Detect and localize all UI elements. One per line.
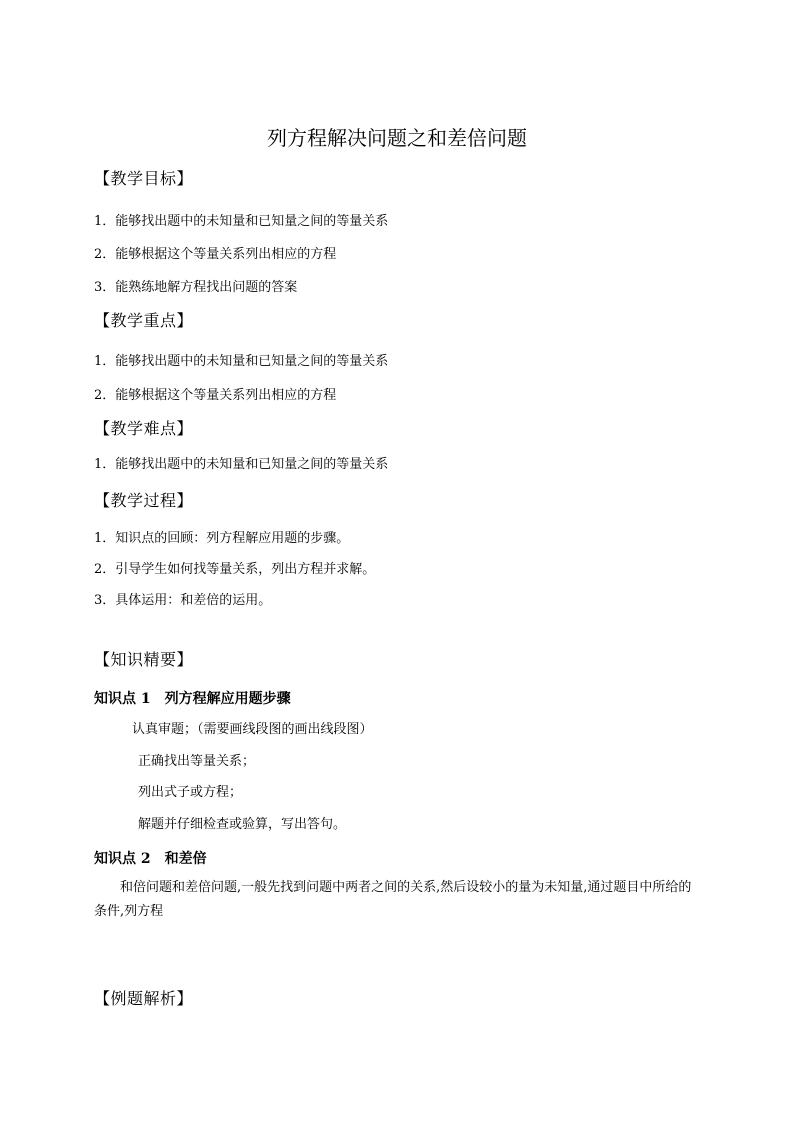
objective-item: 3．能熟练地解方程找出问题的答案	[94, 280, 298, 295]
knowledge-point-2-text: 和倍问题和差倍问题,一般先找到问题中两者之间的关系,然后设较小的量为未知量,通过题目中所给的条件,列方程	[94, 880, 692, 919]
knowledge-heading: 【知识精要】	[94, 650, 194, 669]
process-item: 2．引导学生如何找等量关系，列出方程并求解。	[94, 562, 376, 577]
page-title: 列方程解决问题之和差倍问题	[267, 126, 527, 150]
step-item: 解题并仔细检查或验算，写出答句。	[138, 817, 347, 832]
difficulties-heading: 【教学难点】	[94, 419, 194, 438]
objectives-heading: 【教学目标】	[94, 169, 194, 188]
key-points-heading: 【教学重点】	[94, 311, 194, 330]
step-item: 正确找出等量关系；	[138, 754, 256, 769]
process-item: 3．具体运用：和差倍的运用。	[94, 593, 272, 608]
knowledge-point-1-title: 知识点 1 列方程解应用题步骤	[94, 691, 291, 707]
process-item: 1．知识点的回顾：列方程解应用题的步骤。	[94, 531, 350, 546]
knowledge-point-2-title: 知识点 2 和差倍	[94, 851, 207, 867]
step-item: 认真审题；（需要画线段图的画出线段图）	[132, 722, 373, 737]
step-item: 列出式子或方程；	[138, 785, 243, 800]
examples-heading: 【例题解析】	[94, 989, 194, 1008]
difficulty-item: 1．能够找出题中的未知量和已知量之间的等量关系	[94, 457, 389, 472]
objective-item: 1．能够找出题中的未知量和已知量之间的等量关系	[94, 214, 389, 229]
objective-item: 2．能够根据这个等量关系列出相应的方程	[94, 247, 337, 262]
key-point-item: 2．能够根据这个等量关系列出相应的方程	[94, 388, 337, 403]
process-heading: 【教学过程】	[94, 491, 194, 510]
key-point-item: 1．能够找出题中的未知量和已知量之间的等量关系	[94, 354, 389, 369]
